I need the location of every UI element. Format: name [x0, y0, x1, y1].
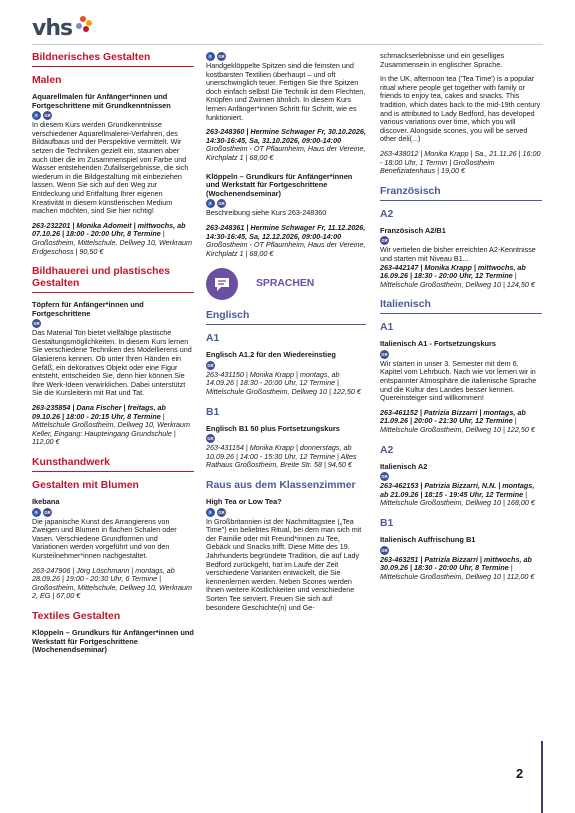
- course-description: Wir starten in unser 3. Semester mit dem 6. Kapitel vom Lehrbuch. Nach wie vor lernen wir in entspannter Atmosphäre die italienische Sprache und die Kultur des Landes besser kennen. Quereinsteiger sind willkommen!: [380, 358, 537, 403]
- badges: [380, 350, 542, 359]
- course-description: In Großbritannien ist der Nachmittagstee („Tea Time") ein beliebtes Ritual, bei dem man sich mit der Familie oder mit Freund*innen zu Tee, Gebäck und Snacks trifft. Diese Mitte des 19. Jahrhunderts begründete Tradition, die auf Lady Bedford zurückgeht, hat im Laufe der Zeit verschiedene Varianten entwickelt, die Sie kennenlernen werden. Neben Scones werden Ihnen weitere Köstlichkeiten und verschiedene Sorten Tee serviert. Freuen Sie sich auf besondere Geschichte(n) und Ge-: [206, 516, 362, 612]
- gr-badge: GR: [44, 113, 51, 119]
- course-meta: 263-462153 | Patrizia Bizzarri, N.N. | montags, ab 21.09.26 | 18:15 - 19:45 Uhr, 12 Termine | Mittelschule Großostheim, Dellweg 10 | 168,00 €: [380, 481, 535, 508]
- page-marker-bar: [541, 741, 543, 813]
- gr-badge: GR: [33, 321, 40, 327]
- gr-badge: GR: [44, 509, 51, 515]
- badges: [32, 508, 194, 517]
- course-meta: 263-248360 | Hermine Schwager Fr, 30.10.2026, 14:30-16:45, Sa, 31.10.2026, 09:00-14:00 Großostheim - OT Pflaumheim, Haus der Vereine, Kirchplatz 1 | 68,00 €: [206, 127, 366, 162]
- course-description: Das Material Ton bietet vielfältige plastische Gestaltungsmöglichkeiten. In diesem Kurs lernen Sie verschiedene Techniken des Modellierens und Glasierens kennen. Ob unter Ihren Händen ein Gefäß, ein dekoratives Objekt oder eine Figur entsteht, entscheiden Sie, denn hier können Sie Ihre Werk-Ideen verwirklichen. Dabei unterstützt Sie die Kursleiterin mit Rat und Tat.: [32, 328, 192, 398]
- level-heading: A1: [206, 333, 220, 345]
- course-description: Beschreibung siehe Kurs 263-248360: [206, 208, 327, 218]
- gr-badge: GR: [381, 474, 388, 480]
- badges: [32, 111, 194, 120]
- gr-badge: GR: [218, 201, 225, 207]
- course-meta: 263-232201 | Monika Adomeit | mittwochs, ab 07.10.26 | 18:00 - 20:00 Uhr, 8 Termine | Großostheim, Mittelschule, Dellweg 10, Werkraum Erdgeschoss | 90,50 €: [32, 220, 193, 256]
- level-heading: B1: [206, 406, 220, 418]
- gr-badge: GR: [381, 238, 388, 244]
- course-title: Französisch A2/B1: [380, 225, 446, 235]
- badges: [206, 361, 366, 370]
- sprachen-label: SPRACHEN: [256, 277, 315, 289]
- course-meta: 263-235854 | Dana Fischer | freitags, ab 09.10.26 | 18:00 - 20:15 Uhr, 8 Termine | Mittelschule Großostheim, Dellweg 10, Werkraum Keller, Eingang: Haupteingang Grundschule | 112,00 €: [32, 403, 191, 447]
- badges: [32, 319, 194, 328]
- vhs-logo: [32, 16, 92, 40]
- accessible-icon: ♿: [207, 201, 214, 207]
- section-heading: Bildnerisches Gestalten: [32, 52, 194, 67]
- sprachen-banner: [206, 268, 366, 300]
- accessible-icon: ♿: [33, 113, 40, 119]
- course-title: Englisch B1 50 plus Fortsetzungskurs: [206, 423, 340, 433]
- course-meta: 263-431154 | Monika Krapp | donnerstags, ab 10.09.26 | 14:00 - 15:30 Uhr, 12 Termine | Altes Rathaus Großostheim, Breite Str. 58 | 94,50 €: [206, 443, 357, 470]
- course-title: Ikebana: [32, 497, 60, 506]
- speech-bubble-icon: [206, 268, 238, 300]
- section-heading: Italienisch: [380, 299, 542, 314]
- gr-badge: GR: [218, 54, 225, 59]
- subsection-heading: Raus aus dem Klassenzimmer: [206, 480, 356, 492]
- badges: [380, 236, 542, 245]
- course-meta: 263-247906 | Jörg Löschmann | montags, ab 28.09.26 | 19:00 - 20:30 Uhr, 6 Termine | Großostheim, Mittelschule, Dellweg 10, Werkraum 2, EG | 67,00 €: [32, 565, 193, 601]
- section-heading: Kunsthandwerk: [32, 457, 194, 472]
- page-number: 2: [516, 766, 524, 781]
- course-title: Italienisch A2: [380, 461, 428, 471]
- accessible-icon: ♿: [207, 54, 214, 59]
- gr-badge: GR: [207, 436, 214, 442]
- subsection-heading: Malen: [32, 75, 62, 86]
- course-title: High Tea or Low Tea?: [206, 497, 282, 507]
- course-title: Aquarellmalen für Anfänger*innen und Fortgeschrittene mit Grundkenntnissen: [32, 92, 171, 110]
- badges: [206, 52, 366, 61]
- course-meta: 263-248361 | Hermine Schwager Fr, 11.12.2026, 14:30-16:45, Sa, 12.12.2026, 09:00-14:00 Großostheim - OT Pflaumheim, Haus der Vereine, Kirchplatz 1 | 68,00 €: [206, 222, 366, 258]
- accessible-icon: ♿: [207, 509, 214, 515]
- section-heading: Englisch: [206, 310, 366, 325]
- column-2: [206, 52, 366, 618]
- course-title: Italienisch A1 - Fortsetzungskurs: [380, 339, 496, 349]
- course-title: Englisch A1.2 für den Wiedereinstieg: [206, 350, 336, 360]
- course-description: In diesem Kurs werden Grundkenntnisse verschiedener Aquarellmalerei-Verfahren, des Bildaufbaus und der Perspektive vermittelt. Wir setzen die Techniken gezielt ein, staunen aber auch über die im Zusammenspiel von Farbe und Wasser entstehenden Zufallsergebnisse, die sich wiederum in die Bildgestaltung mit einbeziehen lassen. Wenn Sie sich auf den Weg zur Entdeckung und Entfaltung Ihrer eigenen Kreativität in diesem künstlerischen Medium machen möchten, sind Sie hier richtig!: [32, 120, 189, 216]
- gr-badge: GR: [207, 362, 214, 368]
- column-3: [380, 52, 542, 591]
- subsection-heading: Textiles Gestalten: [32, 610, 121, 622]
- course-title: Klöppeln – Grundkurs für Anfänger*innen und Werkstatt für Fortgeschrittene (Wochenendseminar): [32, 627, 194, 655]
- level-heading: B1: [380, 518, 394, 529]
- course-meta: 263-442147 | Monika Krapp | mittwochs, ab 16.09.26 | 18:30 - 20:00 Uhr, 12 Termine | Mittelschule Großostheim, Dellweg 10 | 124,50 €: [380, 262, 535, 289]
- level-heading: A1: [380, 322, 394, 334]
- gr-badge: GR: [381, 351, 388, 357]
- course-description: Wir vertiefen die bisher erreichten A2-Kenntnisse und starten mit Niveau B1...: [380, 245, 536, 263]
- course-meta: 263-431150 | Monika Krapp | montags, ab 14.09.26 | 18:30 - 20:00 Uhr, 12 Termine | Mittelschule Großostheim, Dellweg 10 | 122,50 €: [206, 369, 361, 397]
- level-heading: A2: [380, 444, 394, 456]
- logo-dots-icon: [74, 16, 92, 34]
- course-description-en: In the UK, afternoon tea ('Tea Time') is a popular ritual where people get together with family or friends to enjoy tea, cakes and snacks. This tradition, which dates back to the mid-19th century and is attributed to Lady Bedford, has developed various variations over time, which you will discover. Alongside scones, you will be served other deli(...): [380, 74, 541, 144]
- course-meta: 263-461152 | Patrizia Bizzarri | montags, ab 21.09.26 | 20:00 - 21:30 Uhr, 12 Termine | Mittelschule Großostheim, Dellweg 10 | 122,50 €: [380, 407, 535, 435]
- gr-badge: GR: [218, 509, 225, 515]
- page-header: [0, 0, 575, 46]
- course-title: Klöppeln – Grundkurs für Anfänger*innen und Werkstatt für Fortgeschrittene (Wochenendseminar): [206, 171, 353, 198]
- course-description: schmackserlebnisse und ein geselliges Zusammensein in englischer Sprache.: [380, 51, 505, 69]
- course-meta: 263-463251 | Patrizia Bizzarri | mittwochs, ab 30.09.26 | 18:30 - 20:00 Uhr, 8 Termine | Mittelschule Großostheim, Dellweg 10 | 112,00 €: [380, 554, 535, 581]
- badges: [206, 199, 366, 208]
- logo-text: vhs: [32, 16, 73, 41]
- header-divider: [32, 44, 543, 45]
- subsection-heading: Gestalten mit Blumen: [32, 480, 139, 491]
- badges: [380, 472, 542, 481]
- badges: [206, 434, 366, 443]
- column-1: [32, 52, 194, 655]
- course-title: Italienisch Auffrischung B1: [380, 535, 476, 544]
- gr-badge: GR: [381, 547, 388, 553]
- accessible-icon: ♿: [33, 509, 40, 515]
- level-heading: A2: [380, 208, 394, 220]
- course-description: Die japanische Kunst des Arrangierens von Zweigen und Blumen in flachen Schalen oder Vasen. Verschiedene Grundformen und Variationen werden vorgeführt und von den Kursteilnehmer*innen nachgestaltet.: [32, 516, 177, 560]
- section-heading: Bildhauerei und plastisches Gestalten: [32, 266, 194, 293]
- course-description: Handgeklöppelte Spitzen sind die feinsten und kostbarsten Textilien überhaupt – und oft unerschwinglich teuer. Fertigen Sie Ihre Spitzen doch einfach selbst! Die Technik ist dem Flechten, Knüpfen und Zwirnen ähnlich. In diesem Kurs lernen Anfänger*innen Schritt für Schritt, wie es funktioniert.: [206, 61, 366, 122]
- course-meta: 263-438012 | Monika Krapp | Sa., 21.11.26 | 16:00 - 18:00 Uhr, 1 Termin | Großostheim Benefiziatenhaus | 19,00 €: [380, 148, 541, 176]
- section-heading: Französisch: [380, 186, 542, 201]
- badges: [380, 546, 542, 555]
- badges: [206, 508, 366, 517]
- course-title: Töpfern für Anfänger*innen und Fortgeschrittene: [32, 300, 144, 318]
